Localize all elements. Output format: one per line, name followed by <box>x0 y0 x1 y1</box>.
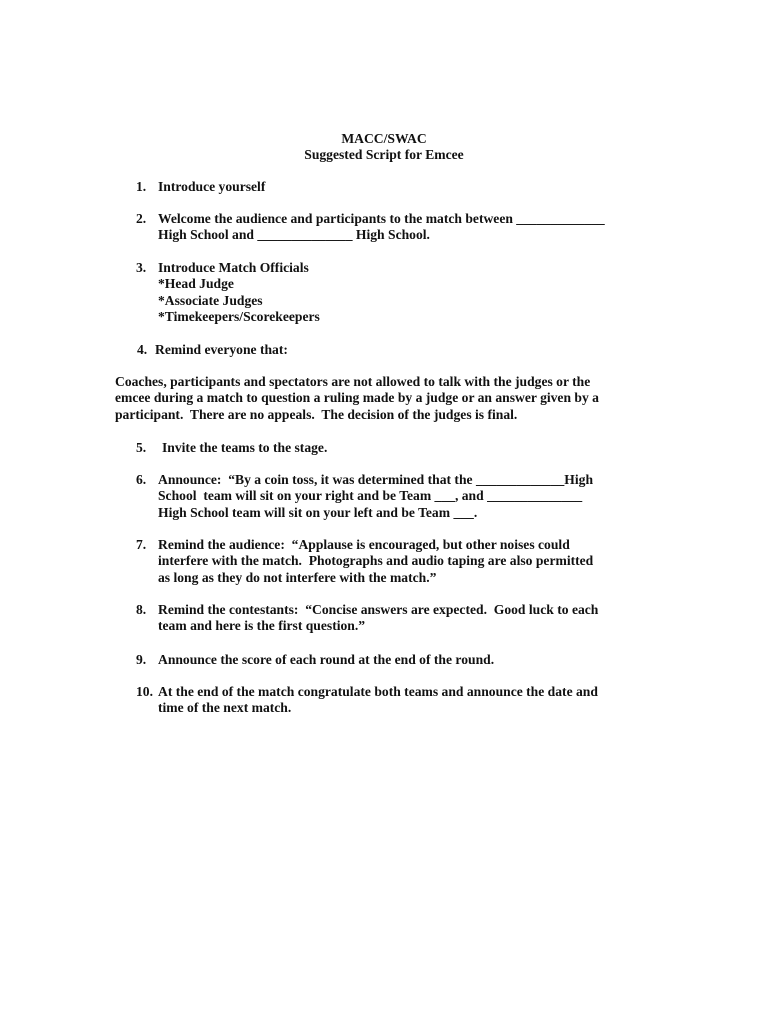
item-text <box>158 537 658 586</box>
item-text <box>158 472 658 521</box>
rules-paragraph <box>115 374 660 423</box>
item-line: Introduce yourself <box>158 179 266 194</box>
item-line: At the end of the match congratulate both teams and announce the date and <box>158 684 598 699</box>
item-text <box>155 342 655 358</box>
item-number: 6. <box>136 472 147 487</box>
item-number: 3. <box>136 260 147 275</box>
item-line: *Head Judge <box>158 276 234 292</box>
item-line: Remind everyone that: <box>155 342 288 357</box>
item-number: 2. <box>136 211 147 226</box>
item-number: 5. <box>136 440 147 455</box>
item-line: time of the next match. <box>158 700 292 716</box>
item-line: Welcome the audience and participants to the match between _____________ <box>158 211 605 226</box>
item-number: 1. <box>136 179 147 194</box>
item-line: *Timekeepers/Scorekeepers <box>158 308 320 324</box>
item-text <box>158 211 658 244</box>
item-line: Introduce Match Officials <box>158 260 309 275</box>
item-line: as long as they do not interfere with the match.” <box>158 569 437 585</box>
item-number: 7. <box>136 537 147 552</box>
item-text <box>158 179 658 195</box>
item-text <box>158 652 658 668</box>
item-line: *Associate Judges <box>158 292 263 308</box>
item-line: Remind the audience: “Applause is encouraged, but other noises could <box>158 537 570 552</box>
document-subtitle: Suggested Script for Emcee <box>304 147 464 162</box>
item-text <box>162 440 662 456</box>
item-line: interfere with the match. Photographs and audio taping are also permitted <box>158 553 594 569</box>
paragraph-line: emcee during a match to question a ruling made by a judge or an answer given by a <box>115 390 599 406</box>
item-line: Remind the contestants: “Concise answers are expected. Good luck to each <box>158 602 599 617</box>
item-line: Announce: “By a coin toss, it was determined that the _____________High <box>158 472 594 487</box>
document-title: MACC/SWAC <box>341 131 427 146</box>
item-number: 8. <box>136 602 147 617</box>
item-line: High School and ______________ High School. <box>158 227 430 243</box>
paragraph-line: Coaches, participants and spectators are not allowed to talk with the judges or the <box>115 374 591 389</box>
paragraph-line: participant. There are no appeals. The decision of the judges is final. <box>115 406 518 422</box>
item-line: School team will sit on your right and be Team ___, and ______________ <box>158 488 583 504</box>
item-text <box>158 684 658 717</box>
item-number: 9. <box>136 652 147 667</box>
item-text <box>158 260 658 325</box>
item-line: Announce the score of each round at the end of the round. <box>158 652 495 667</box>
item-number: 10. <box>136 684 153 699</box>
item-line: Invite the teams to the stage. <box>162 440 328 455</box>
item-line: High School team will sit on your left and be Team ___. <box>158 504 478 520</box>
item-line: team and here is the first question.” <box>158 618 366 634</box>
item-number: 4. <box>137 342 148 357</box>
item-text <box>158 602 658 635</box>
